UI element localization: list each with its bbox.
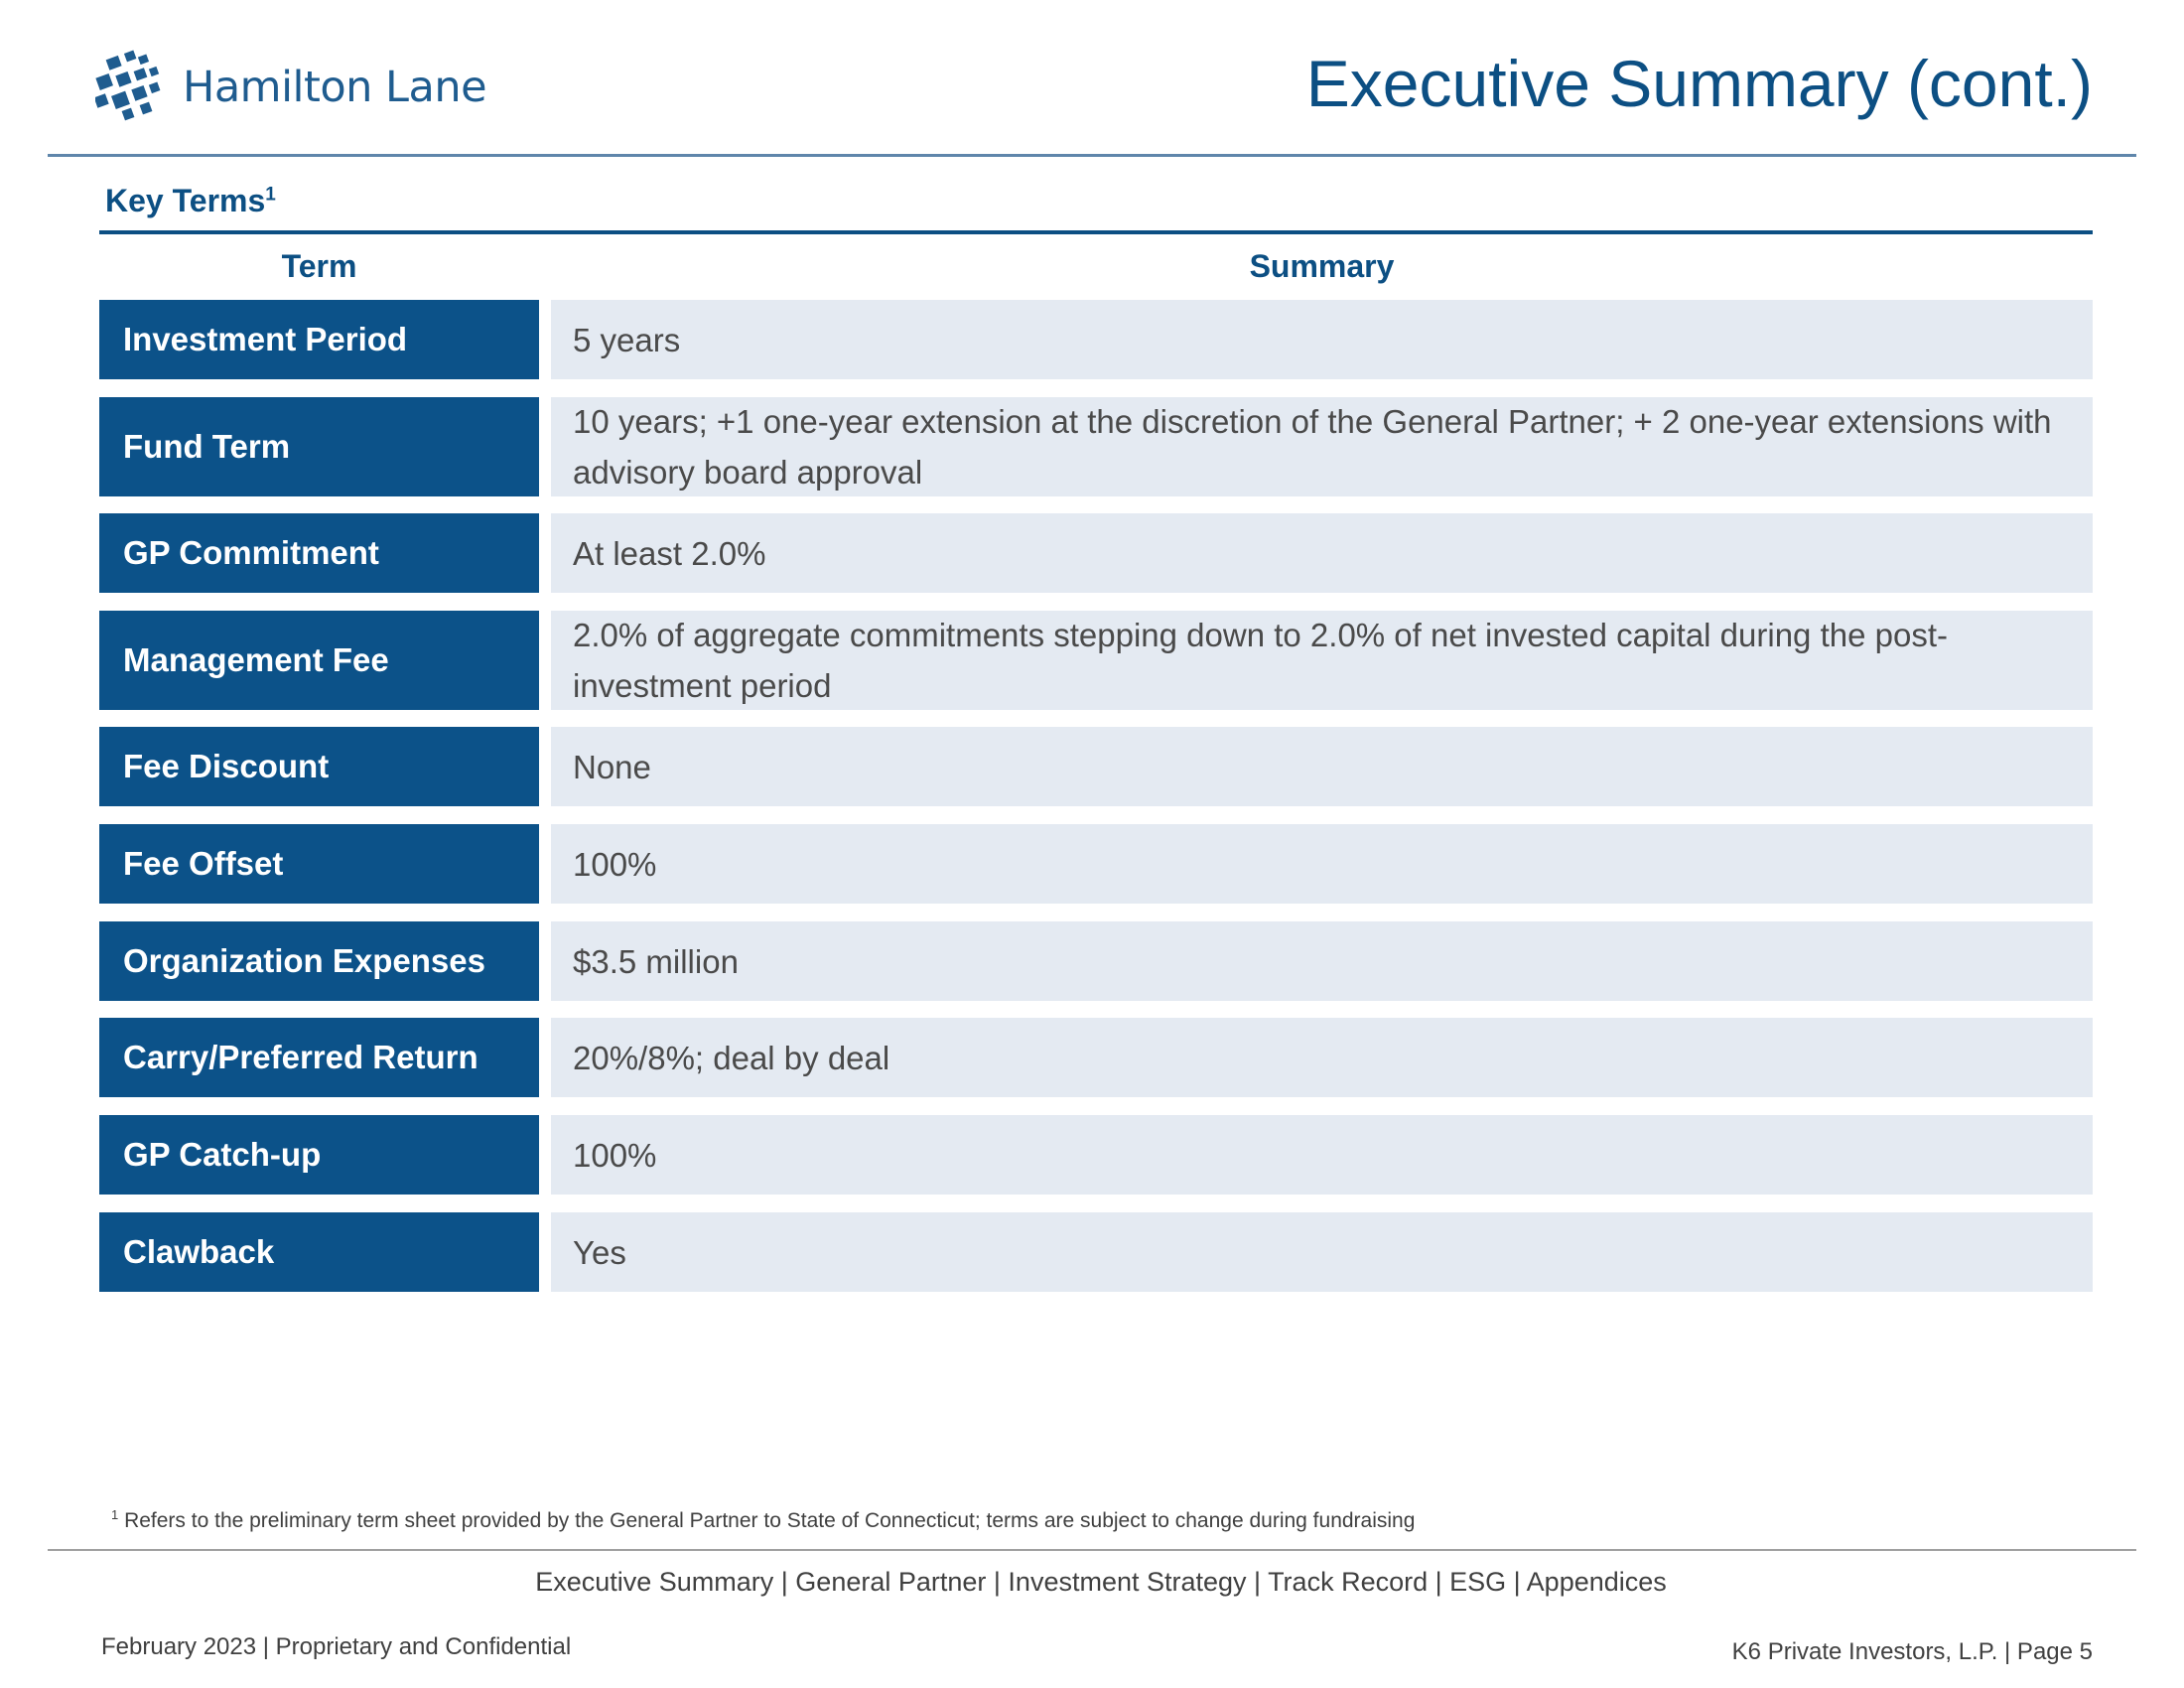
table-row [99,1115,2093,1195]
term-summary: 20%/8%; deal by deal [551,1018,2093,1097]
term-label: Clawback [99,1212,539,1292]
footnote [111,1507,1415,1533]
term-summary: At least 2.0% [551,513,2093,593]
term-label: GP Commitment [99,513,539,593]
term-label: Carry/Preferred Return [99,1018,539,1097]
term-summary: 100% [551,1115,2093,1195]
table-row [99,513,2093,593]
term-label: Management Fee [99,611,539,710]
term-label: Fee Discount [99,727,539,806]
term-summary: 2.0% of aggregate commitments stepping down to 2.0% of net invested capital during the post-investment period [551,611,2093,710]
logo-text: Hamilton Lane [183,62,487,112]
table-row [99,397,2093,496]
term-summary: Yes [551,1212,2093,1292]
table-row [99,824,2093,904]
column-header-term: Term [281,248,357,284]
page-title: Executive Summary (cont.) [1305,47,2093,120]
table-row [99,727,2093,806]
section-title-text: Key Terms [105,183,266,218]
footer-divider [48,1549,2136,1551]
header-divider [48,154,2136,157]
footnote-text: Refers to the preliminary term sheet provided by the General Partner to State of Connecticut; terms are subject to change during fundraising [118,1509,1416,1532]
section-divider [99,230,2093,234]
column-header-summary: Summary [1249,248,1395,284]
term-label: Investment Period [99,300,539,379]
table-row [99,921,2093,1001]
footnote-marker: 1 [265,184,276,206]
footer-navigation: Executive Summary | General Partner | Investment Strategy | Track Record | ESG | Appendices [535,1567,1667,1597]
footnote-marker: 1 [111,1507,119,1522]
term-summary: 100% [551,824,2093,904]
hamilton-lane-logo-icon [95,50,167,124]
term-label: Fee Offset [99,824,539,904]
term-summary: 5 years [551,300,2093,379]
term-label: GP Catch-up [99,1115,539,1195]
table-row [99,1018,2093,1097]
table-row [99,1212,2093,1292]
term-summary: None [551,727,2093,806]
company-logo [95,50,512,124]
table-row [99,611,2093,710]
term-label: Organization Expenses [99,921,539,1001]
table-row [99,300,2093,379]
term-summary: $3.5 million [551,921,2093,1001]
term-summary: 10 years; +1 one-year extension at the discretion of the General Partner; + 2 one-year extensions with advisory board approval [551,397,2093,496]
footer-page-number: K6 Private Investors, L.P. | Page 5 [1731,1638,2093,1665]
footer-date-confidentiality: February 2023 | Proprietary and Confidential [101,1633,572,1660]
term-label: Fund Term [99,397,539,496]
section-title [105,183,276,219]
